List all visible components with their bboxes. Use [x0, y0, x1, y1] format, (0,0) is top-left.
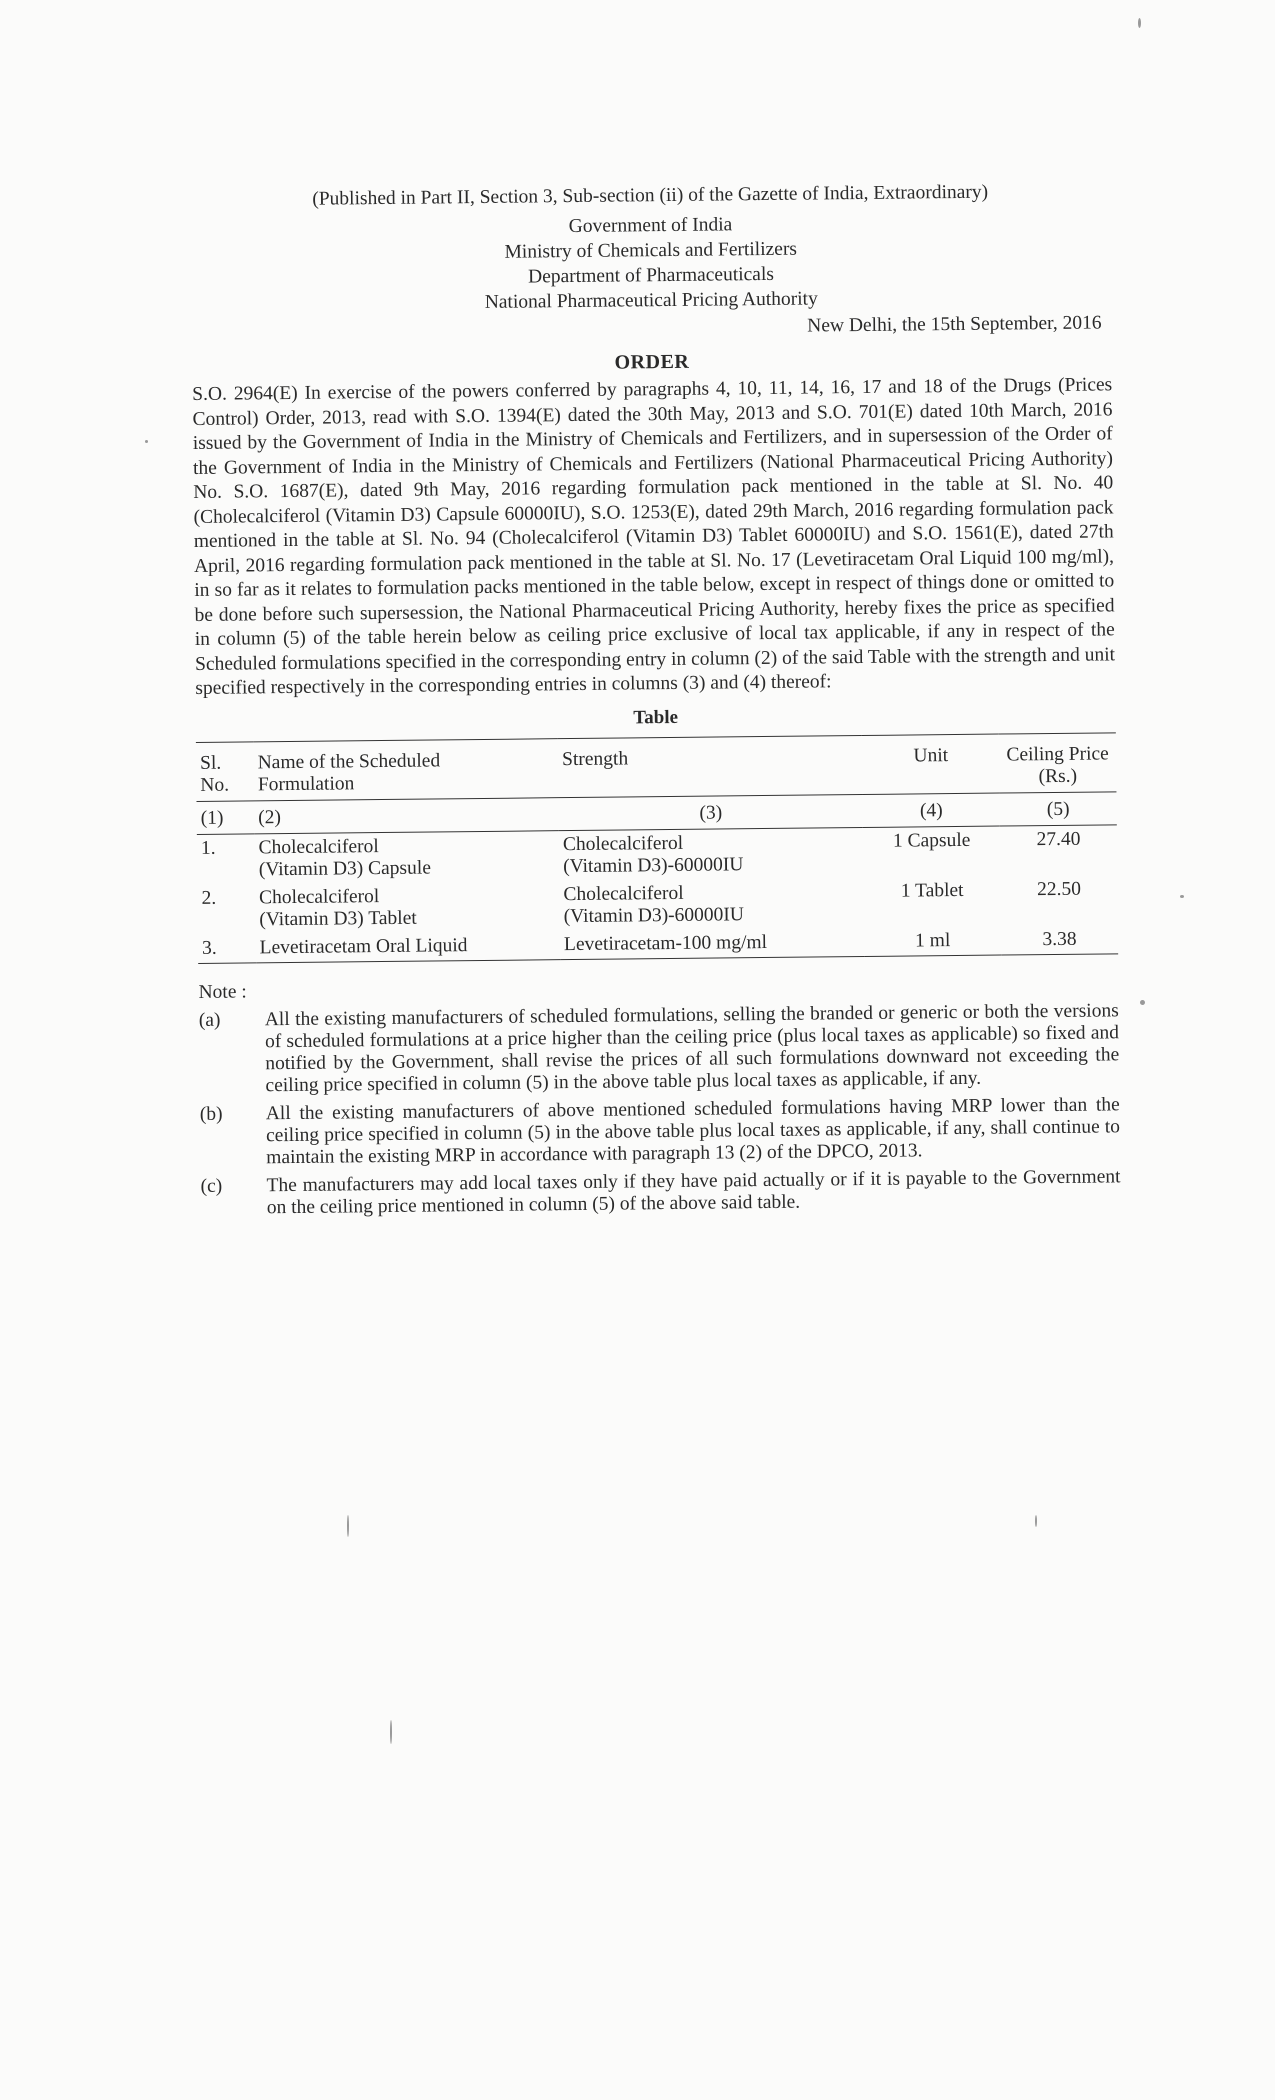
column-number: (2) — [254, 797, 559, 833]
column-number: (3) — [558, 794, 863, 830]
table-header-row — [196, 732, 1117, 801]
header-strength: Strength — [561, 747, 629, 770]
note-item — [199, 1000, 1120, 1098]
column-number: (1) — [197, 800, 255, 834]
scan-speck — [1140, 1000, 1145, 1005]
table-title: Table — [633, 706, 679, 728]
row-price: 27.40 — [1036, 828, 1081, 850]
column-number: (4) — [863, 793, 1000, 827]
note-mark: (a) — [198, 1009, 221, 1031]
order-date: New Delhi, the 15th September, 2016 — [807, 312, 1102, 337]
note-mark: (c) — [200, 1175, 223, 1197]
authority-line-ministry: Ministry of Chemicals and Fertilizers — [504, 238, 798, 263]
row-unit: 1 ml — [914, 929, 951, 951]
scan-speck — [390, 1720, 392, 1744]
notes-label: Note : — [198, 980, 247, 1003]
row-sl: 3. — [201, 937, 217, 959]
gazette-order-document — [190, 170, 1121, 1219]
header-sl-no: Sl. No. — [199, 752, 230, 796]
note-item — [200, 1166, 1120, 1220]
note-mark: (b) — [199, 1103, 223, 1125]
row-price: 22.50 — [1036, 878, 1082, 900]
note-item — [200, 1094, 1121, 1170]
row-formulation: Cholecalciferol (Vitamin D3) Tablet — [258, 885, 417, 930]
row-sl: 1. — [200, 837, 216, 859]
row-sl: 2. — [201, 887, 217, 909]
note-text: All the existing manufacturers of scheduled formulations, selling the branded or generic or both the versions of scheduled formulations at a price higher than the ceiling price (plus local taxes as applicable) so fixed and notified by the Government, shall revise the prices of all such formulations downward not exceeding the ceiling price specified in column (5) in the above table plus local taxes as applicable, if any. — [264, 999, 1120, 1096]
order-title: ORDER — [614, 350, 690, 374]
row-price: 3.38 — [1042, 928, 1077, 950]
authority-line-government: Government of India — [568, 214, 733, 238]
order-body-paragraph: S.O. 2964(E) In exercise of the powers conferred by paragraphs 4, 10, 11, 14, 16, 17 and 18 of the Drugs (Prices Control) Order, 2013, read with S.O. 1394(E) dated the 30th May, 2013 and S.O. 701(E) dated 10th March, 2016 issued by the Government of India in the Ministry of Chemicals and Fertilizers, and in supersession of the Order of the Government of India in the Ministry of Chemicals and Fertilizers (National Pharmaceutical Pricing Authority) No. S.O. 1687(E), dated 9th May, 2016 regarding formulation pack mentioned in the table at Sl. No. 40 (Cholecalciferol (Vitamin D3) Capsule 60000IU), S.O. 1253(E), dated 29th March, 2016 regarding formulation pack mentioned in the table at Sl. No. 94 (Cholecalciferol (Vitamin D3) Tablet 60000IU) and S.O. 1561(E), dated 27th April, 2016 regarding formulation pack mentioned in the table at Sl. No. 17 (Levetiracetam Oral Liquid 100 mg/ml), in so far as it relates to formulation packs mentioned in the table below, except in respect of things done or omitted to be done before such supersession, the National Pharmaceutical Pricing Authority, hereby fixes the price as specified in column (5) of the table herein below as ceiling price exclusive of local tax applicable, if any in respect of the Scheduled formulations specified in the corresponding entry in column (2) of the said Table with the strength and unit specified respectively in the corresponding entries in columns (3) and (4) thereof: — [192, 374, 1116, 699]
header-formulation: Name of the Scheduled Formulation — [257, 749, 441, 795]
scan-speck — [1035, 1515, 1037, 1527]
header-unit: Unit — [913, 744, 949, 766]
scan-speck — [145, 440, 148, 443]
publication-note: (Published in Part II, Section 3, Sub-section (ii) of the Gazette of India, Extraordinary) — [312, 181, 989, 210]
row-unit: 1 Tablet — [900, 879, 964, 902]
scan-speck — [1138, 18, 1141, 28]
header-ceiling-price: Ceiling Price (Rs.) — [1006, 742, 1109, 787]
row-unit: 1 Capsule — [892, 829, 971, 852]
row-formulation: Cholecalciferol (Vitamin D3) Capsule — [258, 835, 432, 880]
row-strength: Levetiracetam-100 mg/ml — [563, 931, 768, 955]
row-formulation: Levetiracetam Oral Liquid — [259, 934, 468, 958]
note-text: All the existing manufacturers of above mentioned scheduled formulations having MRP lower than the ceiling price specified in column (5) in the above table plus local taxes as applicable, if any, shall continue to maintain the existing MRP in accordance with paragraph 13 (2) of the DPCO, 2013. — [265, 1093, 1121, 1168]
authority-line-npp-authority: National Pharmaceutical Pricing Authority — [484, 288, 818, 313]
row-strength: Cholecalciferol (Vitamin D3)-60000IU — [563, 882, 745, 927]
note-text: The manufacturers may add local taxes only if they have paid actually or if it is payable to the Government on the ceiling price mentioned in column (5) of the above said table. — [266, 1165, 1121, 1218]
row-strength: Cholecalciferol (Vitamin D3)-60000IU — [562, 832, 744, 877]
scan-speck — [347, 1515, 349, 1537]
issuing-authority — [190, 208, 1111, 318]
column-number: (5) — [999, 791, 1116, 825]
notes-section — [198, 972, 1120, 1220]
authority-line-department: Department of Pharmaceuticals — [528, 263, 775, 288]
ceiling-price-table — [196, 732, 1118, 964]
scan-speck — [1180, 895, 1184, 898]
